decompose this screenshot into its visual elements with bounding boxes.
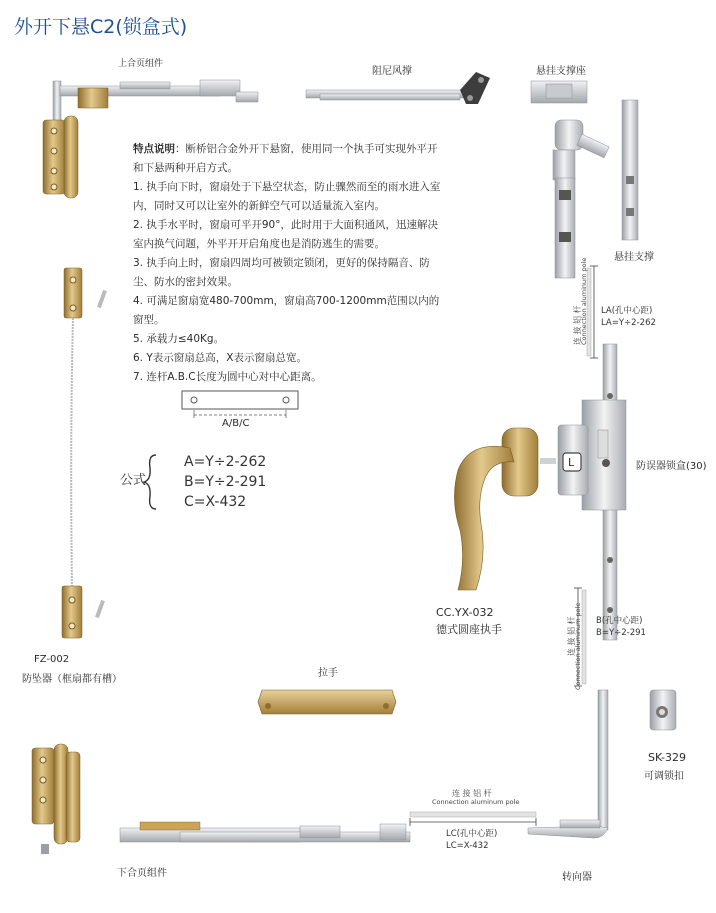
description-item: 7. 连杆A.B.C长度为圆中心对中心距离。 bbox=[133, 371, 322, 383]
formula-line-c: C=X-432 bbox=[184, 494, 247, 510]
rod-b-cn: 连 接 铝 杆 bbox=[567, 616, 576, 656]
hanging-support-label: 悬挂支撑 bbox=[614, 252, 654, 263]
abc-dimension-diagram bbox=[182, 391, 298, 418]
description-item: 5. 承载力≤40Kg。 bbox=[133, 333, 225, 345]
damper-stay-label: 阻尼风撑 bbox=[372, 66, 412, 77]
rod-la-cn: 连 接 铝 杆 bbox=[573, 305, 582, 345]
formula-line-b: B=Y÷2-291 bbox=[184, 474, 267, 490]
pull-handle-label: 拉手 bbox=[318, 668, 338, 679]
description-item: 3. 执手向上时，窗扇四周均可被锁定锁闭，更好的保持隔音、防尘、防水的密封效果。 bbox=[133, 257, 430, 288]
svg-text:L: L bbox=[568, 456, 575, 469]
abc-label: A/B/C bbox=[222, 418, 250, 429]
hanging-seat-illustration bbox=[531, 81, 587, 103]
description-item: 4. 可满足窗扇宽480-700mm，窗扇高700-1200mm范围以内的窗型。 bbox=[133, 295, 440, 326]
anti-fall-model: FZ-002 bbox=[34, 654, 70, 665]
keeper-name: 可调锁扣 bbox=[644, 771, 684, 782]
lockbox-label: 防误器锁盒(30) bbox=[636, 461, 707, 472]
lower-hinge-illustration bbox=[32, 744, 410, 854]
hanging-seat-label: 悬挂支撑座 bbox=[536, 66, 586, 77]
page-title: 外开下悬C2(锁盒式) bbox=[14, 16, 188, 38]
description-heading: 特点说明 bbox=[133, 143, 175, 155]
formula-label: 公式 bbox=[120, 473, 147, 488]
description-intro: ：断桥铝合金外开下悬窗，使用同一个执手可实现外平开和下悬两种开启方式。 bbox=[133, 143, 438, 174]
corner-drive-illustration bbox=[528, 690, 608, 838]
description-item: 1. 执手向下时，窗扇处于下悬空状态，防止骤然而至的雨水进入室内，同时又可以让室外的新鲜空气可以适量流入室内。 bbox=[133, 181, 441, 212]
rod-lc-en: Connection aluminum pole bbox=[432, 798, 520, 806]
upper-hinge-label: 上合页组件 bbox=[118, 59, 164, 69]
rod-la-en: Connection aluminum pole bbox=[580, 257, 588, 345]
keeper-model: SK-329 bbox=[648, 751, 687, 764]
rod-lc-name: LC(孔中心距) bbox=[446, 829, 498, 839]
handle-illustration bbox=[454, 428, 556, 590]
corner-drive-label: 转向器 bbox=[562, 872, 592, 883]
description-item: 2. 执手水平时，窗扇可平开90°，此时用于大面积通风，迅速解决室内换气问题，外平开开启角度也是消防逃生的需要。 bbox=[133, 219, 438, 250]
lockbox-illustration bbox=[558, 344, 626, 640]
rod-la-name: LA(孔中心距) bbox=[601, 306, 653, 316]
anti-fall-name: 防坠器（框扇都有槽） bbox=[22, 674, 122, 685]
rod-b-eq: B=Y÷2-291 bbox=[596, 628, 646, 638]
description-item: 6. Y表示窗扇总高，X表示窗扇总宽。 bbox=[133, 352, 307, 364]
keeper-illustration bbox=[650, 690, 676, 730]
anti-fall-illustration bbox=[62, 268, 107, 638]
rod-la-eq: LA=Y÷2-262 bbox=[601, 318, 656, 328]
handle-name: 德式圆座执手 bbox=[436, 623, 502, 636]
formula-line-a: A=Y÷2-262 bbox=[184, 454, 267, 470]
rod-b-name: B(孔中心距) bbox=[596, 616, 643, 626]
handle-model: CC.YX-032 bbox=[436, 606, 494, 619]
rod-b-en: Connection aluminum pole bbox=[574, 602, 582, 690]
rod-lc-dimension bbox=[410, 812, 536, 826]
lower-hinge-label: 下合页组件 bbox=[117, 868, 167, 879]
rod-la-dimension bbox=[587, 266, 598, 358]
rod-lc-cn: 连 接 铝 杆 bbox=[452, 789, 492, 798]
pull-handle-illustration bbox=[258, 690, 396, 714]
feature-description bbox=[133, 140, 443, 387]
rod-lc-eq: LC=X-432 bbox=[446, 841, 489, 851]
